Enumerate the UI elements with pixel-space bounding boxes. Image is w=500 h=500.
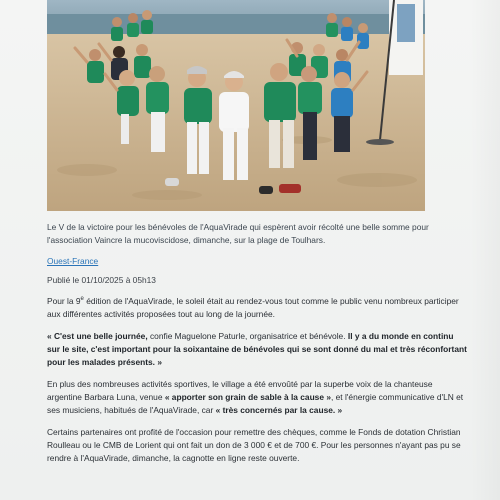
paragraph-1: Pour la 9e édition de l'AquaVirade, le soleil était au rendez-vous tout comme le public venu nombreux participer aux différentes activités proposées tout au long de la journée. (47, 295, 459, 319)
publish-date: Publié le 01/10/2025 à 05h13 (47, 275, 156, 285)
article-photo (47, 0, 425, 211)
article-body (47, 293, 467, 474)
paragraph-2-quote (47, 330, 467, 370)
beach-volunteers-image (47, 0, 425, 211)
quote-grain-de-sable: « apporter son grain de sable à la cause » (164, 392, 331, 403)
paragraph-3: En plus des nombreuses activités sportives, le village a été envoûté par la superbe voix de la chanteuse argentine Barbara Luna, venue « apporter son grain de sable à la cause », et l'énergie communicative d'LN et ses musiciens, habitués de l'AquaVirade, car « très concernés par la cause. » (47, 378, 464, 416)
quote-tres-concernes: « très concernés par la cause. » (215, 405, 343, 416)
quote-part-2: Il y a du monde en continu sur le site, c'est important pour la soixantaine de bénévoles qui se sont donné du mal et très réconfortant pour les malades présents. » (47, 330, 467, 368)
photo-caption: Le V de la victoire pour les bénévoles de l'AquaVirade qui espèrent avoir récolté une belle somme pour l'association Vaincre la mucoviscidose, dimanche, sur la plage de Toulhars. (47, 222, 429, 245)
superscript-e: e (80, 296, 84, 302)
paragraph-4: Certains partenaires ont profité de l'occasion pour remettre des chèques, comme le Fonds de dotation Christian Roulleau ou le CMB de Lorient qui ont fait un don de 3 000 € et de 700 €. Pour les personnes n'ayant pas pu se rendre à l'AquaVirade, dimanche, la cagnotte en ligne reste ouverte. (47, 426, 461, 464)
quote-part-1: « C'est une belle journée, (47, 330, 148, 341)
quote-attribution: confie Maguelone Paturle, organisatrice et bénévole. (147, 330, 348, 341)
page-edge-shadow (470, 0, 500, 500)
source-link[interactable]: Ouest-France (47, 256, 99, 266)
